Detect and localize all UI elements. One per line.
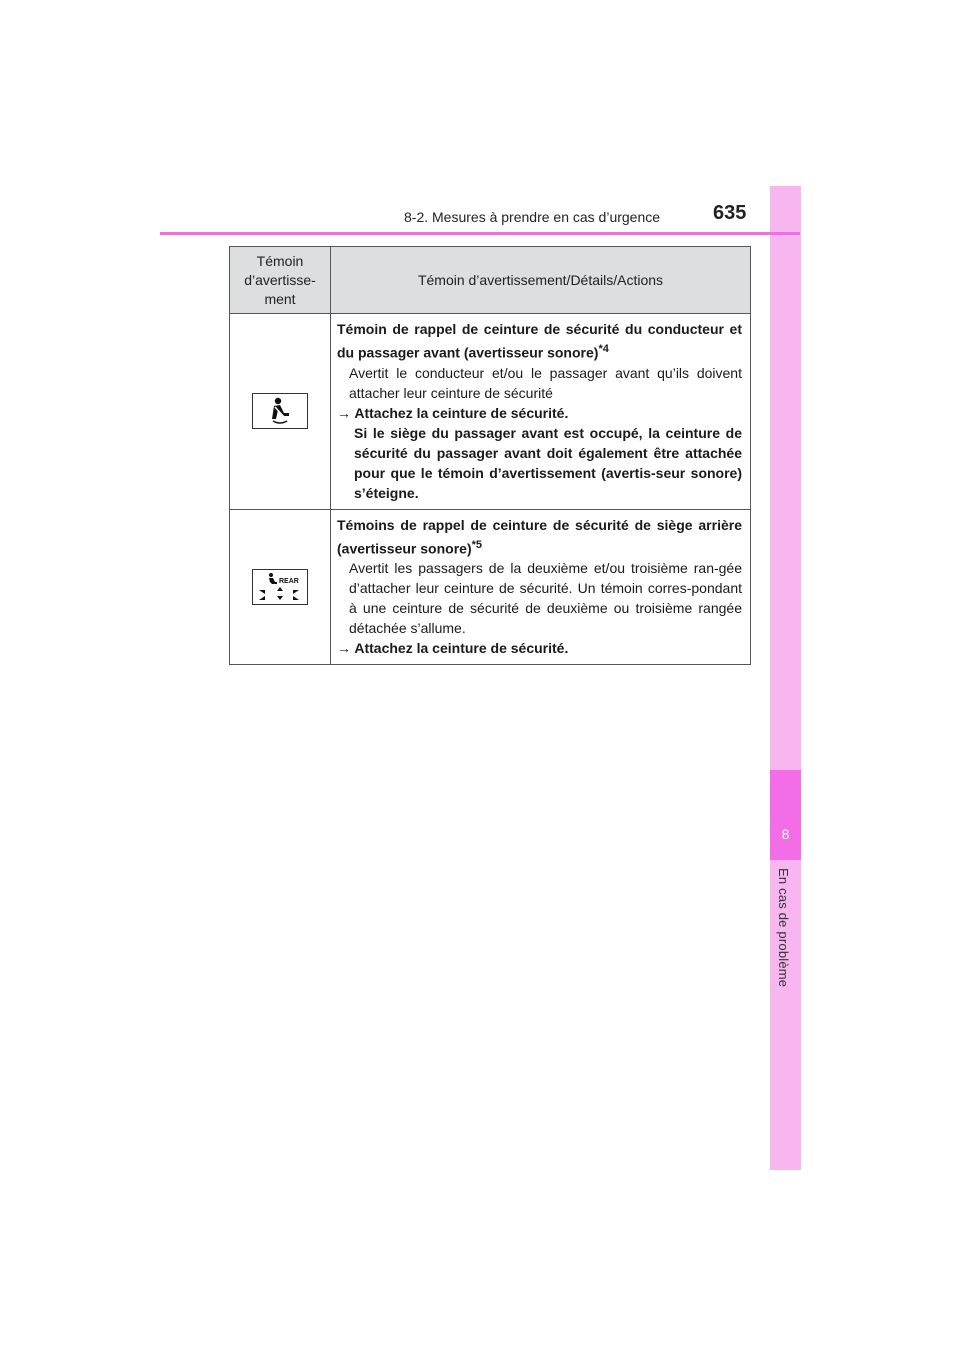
indicator-description: Avertit les passagers de la deuxième et/ou troisième ran-gée d’attacher leur ceinture de sécurité. Un témoin corres-pondant à une ceinture de sécurité de deuxième ou troisième rangée détachée s’allume. bbox=[349, 560, 742, 637]
indicator-cell bbox=[230, 314, 331, 510]
indicator-cell bbox=[230, 509, 331, 665]
page-number: 635 bbox=[713, 202, 747, 224]
action-line bbox=[337, 638, 742, 658]
chapter-label: En cas de problème bbox=[776, 868, 791, 988]
chapter-number: 8 bbox=[781, 826, 790, 842]
indicator-title: Témoin de rappel de ceinture de sécurité du conducteur et du passager avant (avertisseur sonore)$^{*4}$ bbox=[337, 321, 742, 361]
footnote-marker: *4 bbox=[598, 343, 609, 355]
arrow-right-icon: → bbox=[337, 640, 351, 657]
warning-table bbox=[229, 246, 751, 665]
chapter-number-tab[interactable] bbox=[770, 770, 801, 860]
table-header-row bbox=[230, 247, 751, 314]
indicator-title: Témoins de rappel de ceinture de sécurité de siège arrière (avertisseur sonore)$^{*5}$ bbox=[337, 516, 742, 557]
chapter-side-tab bbox=[770, 186, 801, 1170]
action-text: Attachez la ceinture de sécurité. bbox=[354, 404, 569, 421]
section-title: 8-2. Mesures à prendre en cas d’urgence bbox=[404, 209, 661, 225]
arrow-right-icon: → bbox=[337, 404, 351, 421]
details-cell bbox=[331, 509, 751, 665]
action-line bbox=[337, 403, 742, 423]
seatbelt-reminder-icon bbox=[252, 393, 308, 429]
column-header-details: Témoin d’avertissement/Détails/Actions bbox=[331, 247, 751, 314]
table-row bbox=[230, 509, 751, 665]
table-row bbox=[230, 314, 751, 510]
footnote-marker: *5 bbox=[471, 538, 483, 551]
action-text: Attachez la ceinture de sécurité. bbox=[354, 640, 569, 657]
details-cell bbox=[331, 314, 751, 510]
header-rule bbox=[160, 232, 800, 235]
rear-icon-text: REAR bbox=[279, 577, 299, 585]
column-header-indicator: Témoin d’avertisse-ment bbox=[230, 247, 331, 314]
indicator-description: Avertit le conducteur et/ou le passager avant qu’ils doivent attacher leur ceinture de sécurité bbox=[349, 364, 742, 401]
action-detail: Si le siège du passager avant est occupé, la ceinture de sécurité du passager avant doit également être attachée pour que le témoin d’avertissement (avertis-seur sonore) s’éteigne. bbox=[354, 424, 742, 501]
rear-seatbelt-reminder-icon bbox=[252, 569, 308, 605]
